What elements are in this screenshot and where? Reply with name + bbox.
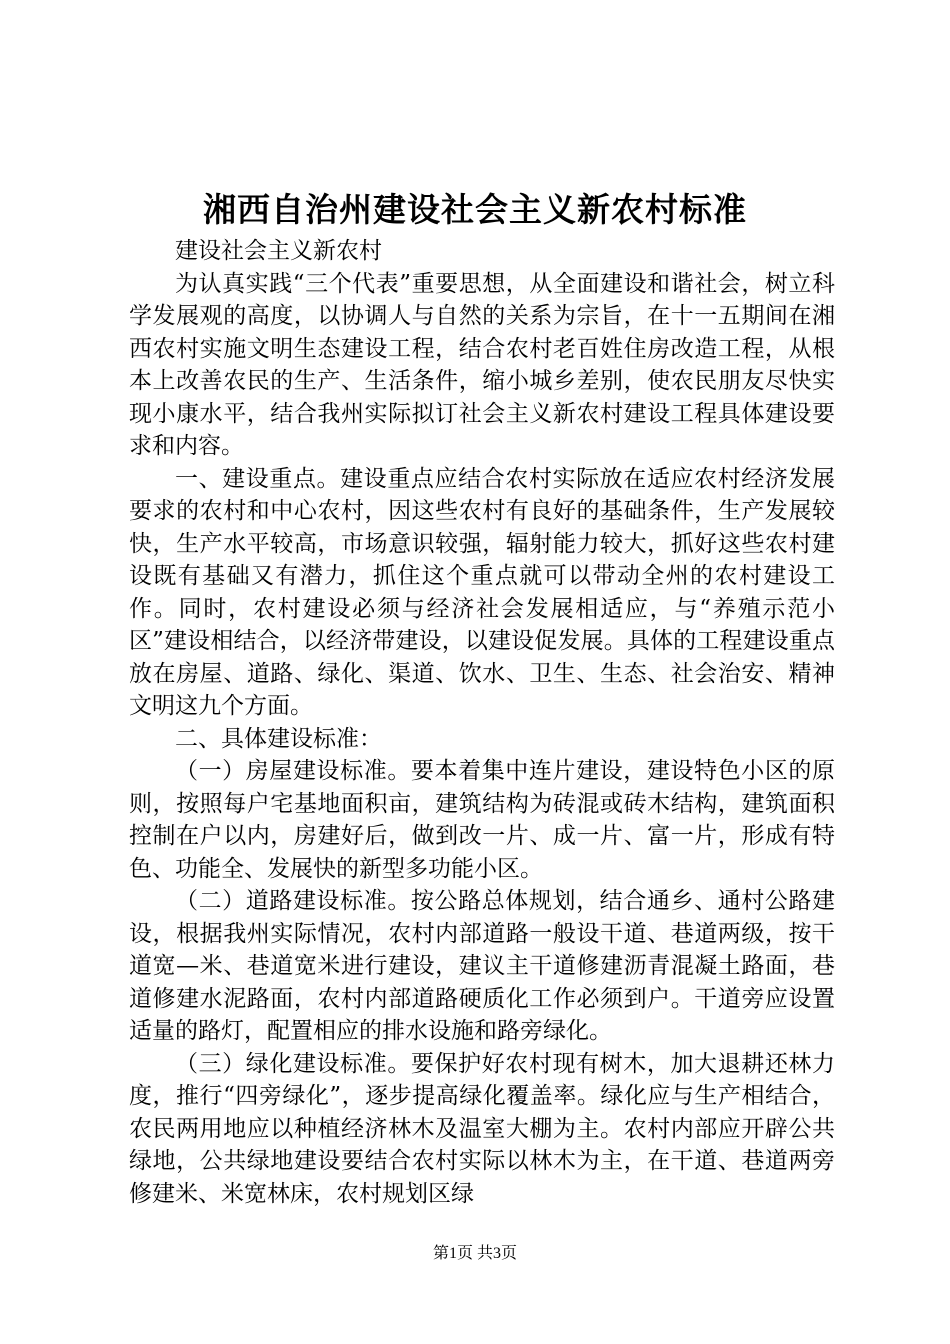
paragraph: 一、建设重点。建设重点应结合农村实际放在适应农村经济发展要求的农村和中心农村，因这些农村有良好的基础条件，生产发展较快，生产水平较高，市场意识较强，辐射能力较大，抓好这些农村建设既有基础又有潜力，抓住这个重点就可以带动全州的农村建设工作。同时，农村建设必须与经济社会发展相适应，与“养殖示范小区”建设相结合，以经济带建设，以建设促发展。具体的工程建设重点放在房屋、道路、绿化、渠道、饮水、卫生、生态、社会治安、精神文明这九个方面。 (129, 465, 835, 719)
paragraph: 二、具体建设标准： (175, 725, 382, 752)
paragraph: （一）房屋建设标准。要本着集中连片建设，建设特色小区的原则，按照每户宅基地面积亩，建筑结构为砖混或砖木结构，建筑面积控制在户以内，房建好后，做到改一片、成一片、富一片，形成有特色、功能全、发展快的新型多功能小区。 (129, 758, 835, 882)
paragraph: （二）道路建设标准。按公路总体规划，结合通乡、通村公路建设，根据我州实际情况，农村内部道路一般设干道、巷道两级，按干道宽—米、巷道宽米进行建设，建议主干道修建沥青混凝土路面，巷道修建水泥路面，农村内部道路硬质化工作必须到户。干道旁应设置适量的路灯，配置相应的排水设施和路旁绿化。 (129, 888, 835, 1044)
paragraph: 建设社会主义新农村 (175, 238, 382, 264)
paragraph: （三）绿化建设标准。要保护好农村现有树木，加大退耕还林力度，推行“四旁绿化”，逐步提高绿化覆盖率。绿化应与生产相结合，农民两用地应以种植经济林木及温室大棚为主。农村内部应开辟公共绿地，公共绿地建设要结合农村实际以林木为主，在干道、巷道两旁修建米、米宽林床，农村规划区绿 (129, 1050, 835, 1207)
paragraph: 为认真实践“三个代表”重要思想，从全面建设和谐社会，树立科学发展观的高度，以协调人与自然的关系为宗旨，在十一五期间在湘西农村实施文明生态建设工程，结合农村老百姓住房改造工程，从根本上改善农民的生产、生活条件，缩小城乡差别，使农民朋友尽快实现小康水平，结合我州实际拟订社会主义新农村建设工程具体建设要求和内容。 (129, 270, 835, 459)
page-footer: 第1页 共3页 (432, 1245, 517, 1262)
document-body (129, 235, 835, 1210)
document-title: 湘西自治州建设社会主义新农村标准 (203, 190, 747, 229)
